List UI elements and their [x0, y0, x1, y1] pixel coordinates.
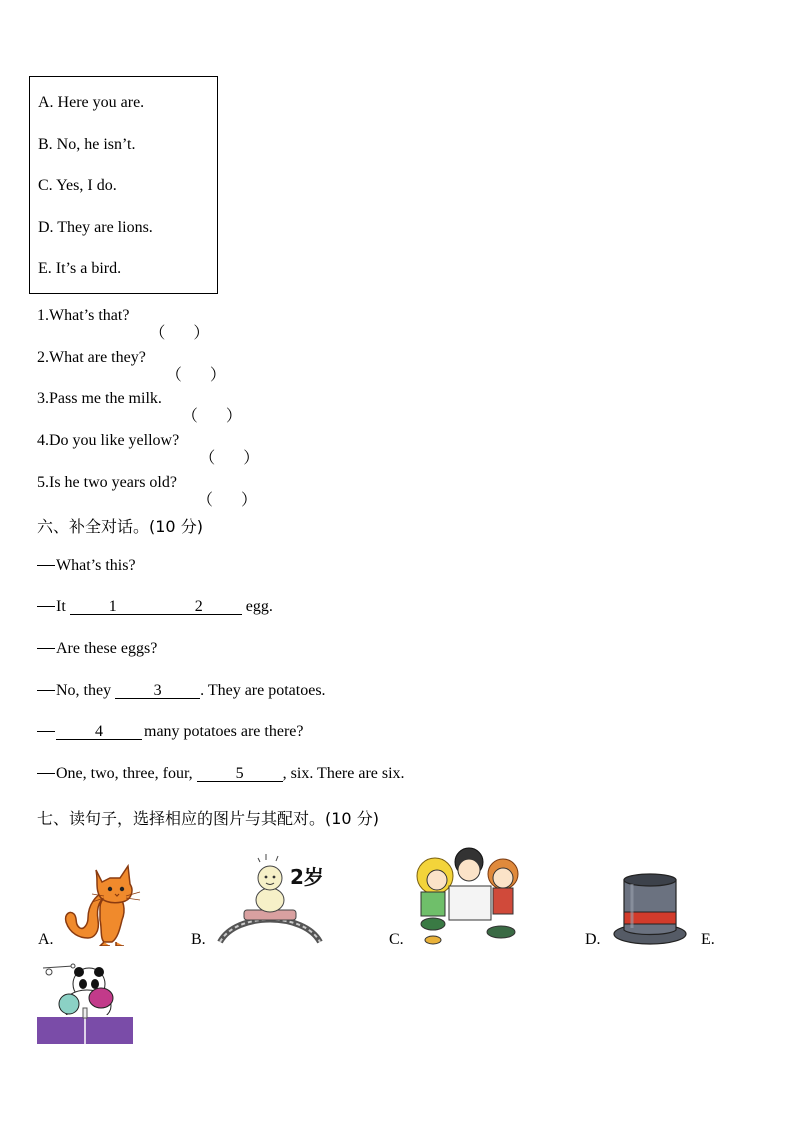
question-3: 3.Pass me the milk. （ ）: [37, 390, 242, 425]
dialogue-text: , six. There are six.: [282, 765, 405, 782]
dialogue-text: . They are potatoes.: [200, 682, 326, 699]
option-a: A. Here you are.: [38, 94, 145, 111]
question-text: 1.What’s that?: [37, 307, 130, 324]
panda-ping-pong-icon: [37, 962, 133, 1044]
question-text: 3.Pass me the milk.: [37, 390, 162, 407]
fill-blank-3[interactable]: 3: [115, 683, 200, 699]
question-2: 2.What are they? （ ）: [37, 349, 226, 384]
option-c: C. Yes, I do.: [38, 177, 117, 194]
dialogue-line-5: [37, 723, 303, 741]
question-text: 4.Do you like yellow?: [37, 432, 180, 449]
question-5: 5.Is he two years old? （ ）: [37, 474, 257, 509]
dialogue-text: What’s this?: [56, 557, 136, 574]
dialogue-text: many potatoes are there?: [144, 723, 304, 740]
dialogue-text: Are these eggs?: [56, 640, 158, 657]
option-d: D. They are lions.: [38, 219, 153, 236]
fill-blank-4[interactable]: 4: [56, 724, 142, 740]
dialogue-text: No, they: [56, 682, 116, 699]
question-4: 4.Do you like yellow? （ ）: [37, 432, 260, 467]
dash-mark: [37, 773, 55, 774]
picture-d-hat[interactable]: [612, 872, 688, 951]
dash-mark: [37, 690, 55, 691]
hat-icon: [612, 872, 688, 946]
question-text: 5.Is he two years old?: [37, 474, 177, 491]
dash-mark: [37, 565, 55, 566]
picture-a-cat[interactable]: [60, 858, 142, 951]
picture-label-e: E.: [701, 931, 715, 948]
dialogue-text: egg.: [241, 598, 273, 615]
picture-c-kids[interactable]: [415, 846, 523, 951]
dialogue-line-6: [37, 765, 405, 783]
children-eating-icon: [415, 846, 523, 946]
age-label: 2岁: [290, 865, 324, 889]
picture-b-baby[interactable]: [216, 852, 326, 951]
picture-e-panda[interactable]: [37, 962, 133, 1049]
baby-birthday-icon: [216, 852, 326, 946]
fill-blank-5[interactable]: 5: [197, 766, 283, 782]
dialogue-line-1: [37, 557, 136, 575]
section-6-title: 六、补全对话。(10 分): [37, 517, 203, 536]
answer-options-box: [29, 76, 218, 294]
fill-blank-2[interactable]: 2: [156, 599, 242, 615]
cat-icon: [60, 858, 142, 946]
picture-label-a: A.: [38, 931, 54, 948]
picture-label-d: D.: [585, 931, 601, 948]
question-text: 2.What are they?: [37, 349, 146, 366]
dash-mark: [37, 606, 55, 607]
section-7-title: 七、读句子，选择相应的图片与其配对。(10 分): [37, 809, 379, 828]
picture-label-c: C.: [389, 931, 404, 948]
option-e: E. It’s a bird.: [38, 260, 122, 277]
option-b: B. No, he isn’t.: [38, 136, 136, 153]
dash-mark: [37, 731, 55, 732]
dialogue-text: It: [56, 598, 70, 615]
dialogue-text: One, two, three, four,: [56, 765, 197, 782]
dash-mark: [37, 648, 55, 649]
question-1: 1.What’s that? （ ）: [37, 307, 210, 342]
dialogue-line-3: [37, 640, 157, 658]
fill-blank-1[interactable]: 1: [70, 599, 156, 615]
dialogue-line-4: [37, 682, 326, 700]
picture-label-b: B.: [191, 931, 206, 948]
dialogue-line-2: [37, 598, 273, 616]
